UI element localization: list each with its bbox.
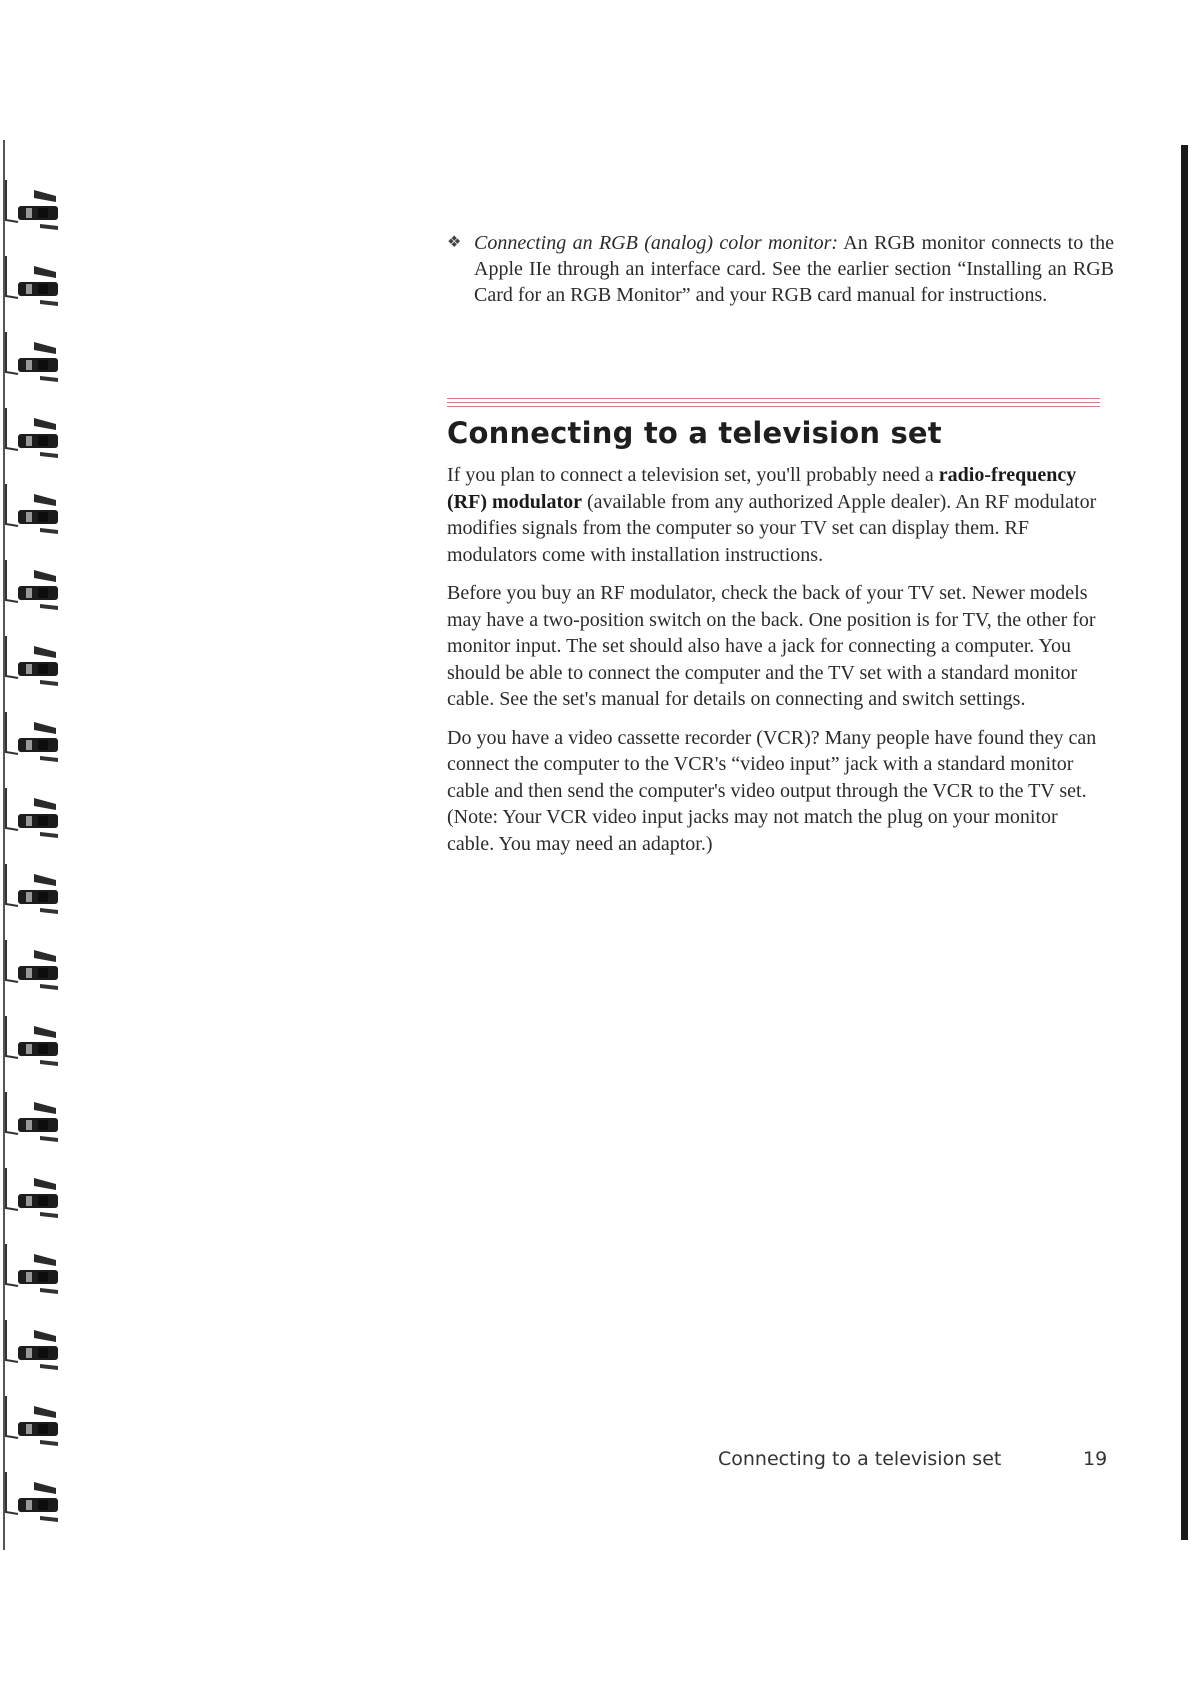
p1-after: (available from any authorized Apple dealer). An RF modulator modifies signals from the computer so your TV set can display them. RF modulators come with installation instructions. [447,490,1097,566]
spiral-coil-icon [4,1320,60,1380]
spiral-coil-icon [4,1472,60,1532]
spiral-coil-icon [4,180,60,240]
rule-line [447,398,1100,399]
running-footer-title: Connecting to a television set [718,1448,1002,1470]
spiral-coil-icon [4,864,60,924]
spiral-coil-icon [4,788,60,848]
diamond-bullet-icon: ❖ [447,234,462,251]
section-rule [447,398,1100,410]
bullet-lead: Connecting an RGB (analog) color monitor: [474,232,839,254]
spiral-coil-icon [4,1168,60,1228]
bullet-section [447,230,1114,308]
paragraph-2: Before you buy an RF modulator, check the back of your TV set. Newer models may have a two-position switch on the back. One position is for TV, the other for monitor input. The set should also have a jack for connecting a computer. You should be able to connect the computer and the TV set with a standard monitor cable. See the set's manual for details on connecting and switch settings. [447,582,1096,710]
page-number: 19 [1083,1448,1108,1470]
spiral-coil-icon [4,1396,60,1456]
spiral-binding [0,140,70,1550]
rule-line [447,406,1100,407]
spiral-coil-icon [4,332,60,392]
spiral-coil-icon [4,484,60,544]
spiral-coil-icon [4,408,60,468]
spiral-coil-icon [4,1016,60,1076]
paragraph-3: Do you have a video cassette recorder (VCR)? Many people have found they can connect the computer to the VCR's “video input” jack with a standard monitor cable and then send the computer's video output through the VCR to the TV set. (Note: Your VCR video input jacks may not match the plug on your monitor cable. You may need an adaptor.) [447,726,1097,855]
spiral-coil-icon [4,636,60,696]
key-term: radio-frequency (RF) modulator [447,464,1077,513]
section-heading: Connecting to a television set [447,416,942,450]
p1-before: If you plan to connect a television set, you'll probably need a [447,464,939,486]
spiral-coil-icon [4,1092,60,1152]
spiral-coil-icon [4,712,60,772]
spiral-coil-icon [4,940,60,1000]
page-right-edge [1181,145,1188,1540]
paragraph-1 [447,462,1107,568]
bullet-item [447,230,1114,308]
spiral-coil-icon [4,1244,60,1304]
spiral-coil-icon [4,560,60,620]
bullet-text: An RGB monitor connects to the Apple IIe through an interface card. See the earlier section “Installing an RGB Card for an RGB Monitor” and your RGB card manual for instructions. [474,232,1114,306]
rule-line [447,402,1100,403]
section-body [447,462,1107,869]
spiral-coil-icon [4,256,60,316]
